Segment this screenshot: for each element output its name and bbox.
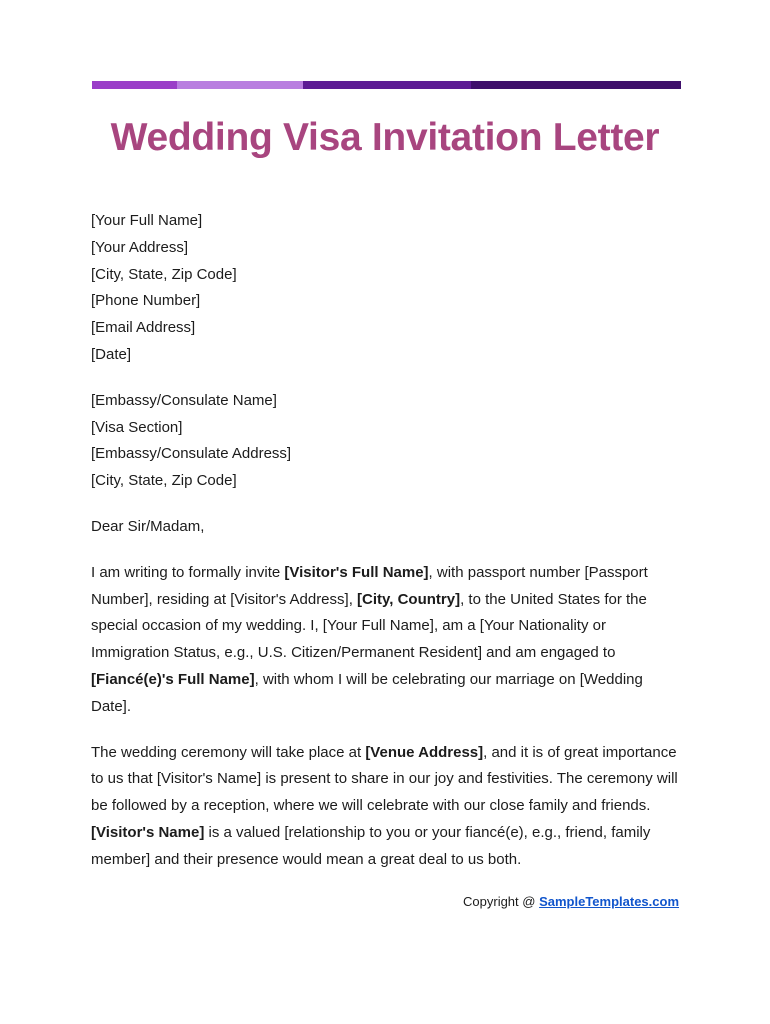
recipient-line: [City, State, Zip Code] [91,472,237,490]
header-stripe-3 [303,81,471,89]
header-stripe-1 [92,81,177,89]
text-run: The wedding ceremony will take place at [91,743,366,761]
bold-placeholder: [Visitor's Name] [91,823,205,841]
sender-line: [City, State, Zip Code] [91,265,237,283]
paragraph-invitation [91,560,681,721]
letter-body [91,208,681,893]
text-run: , with whom I will be celebrating our marriage on [Wedding Date]. [91,670,643,715]
recipient-line: [Visa Section] [91,418,183,436]
text-run: , and it is of great importance to us that [Visitor's Name] is present to share in our joy and festivities. The ceremony will be followed by a reception, where we will celebrate with our close family and friends. [91,743,678,815]
sender-line: [Email Address] [91,319,196,337]
text-run: , with passport number [Passport Number], residing at [Visitor's Address], [91,563,648,608]
salutation: Dear Sir/Madam, [91,517,205,535]
sender-line: [Your Address] [91,238,189,256]
bold-placeholder: [Fiancé(e)'s Full Name] [91,670,255,688]
copyright-label: Copyright @ [463,894,540,909]
sender-address-block [91,208,681,369]
copyright-footer [91,894,679,909]
sender-line: [Phone Number] [91,292,201,310]
bold-placeholder: [Visitor's Full Name] [284,563,429,581]
recipient-line: [Embassy/Consulate Name] [91,391,277,409]
text-run: I am writing to formally invite [91,563,285,581]
bold-placeholder: [Venue Address] [365,743,484,761]
header-stripe-4 [471,81,681,89]
header-stripe-2 [177,81,303,89]
text-run: , to the United States for the special occasion of my wedding. I, [Your Full Name], am a [Your Nationality or Immigration Status, e.g., U.S. Citizen/Permanent Resident] and am engaged to [91,590,647,662]
page-title: Wedding Visa Invitation Letter [110,116,660,159]
text-run: is a valued [relationship to you or your fiancé(e), e.g., friend, family member] and their presence would mean a great deal to us both. [91,823,651,868]
sampletemplates-link[interactable]: SampleTemplates.com [539,894,679,909]
recipient-address-block [91,388,681,495]
recipient-line: [Embassy/Consulate Address] [91,445,292,463]
paragraph-ceremony [91,740,681,874]
bold-placeholder: [City, Country] [357,590,461,608]
sender-line: [Your Full Name] [91,212,203,229]
sender-line: [Date] [91,345,132,363]
